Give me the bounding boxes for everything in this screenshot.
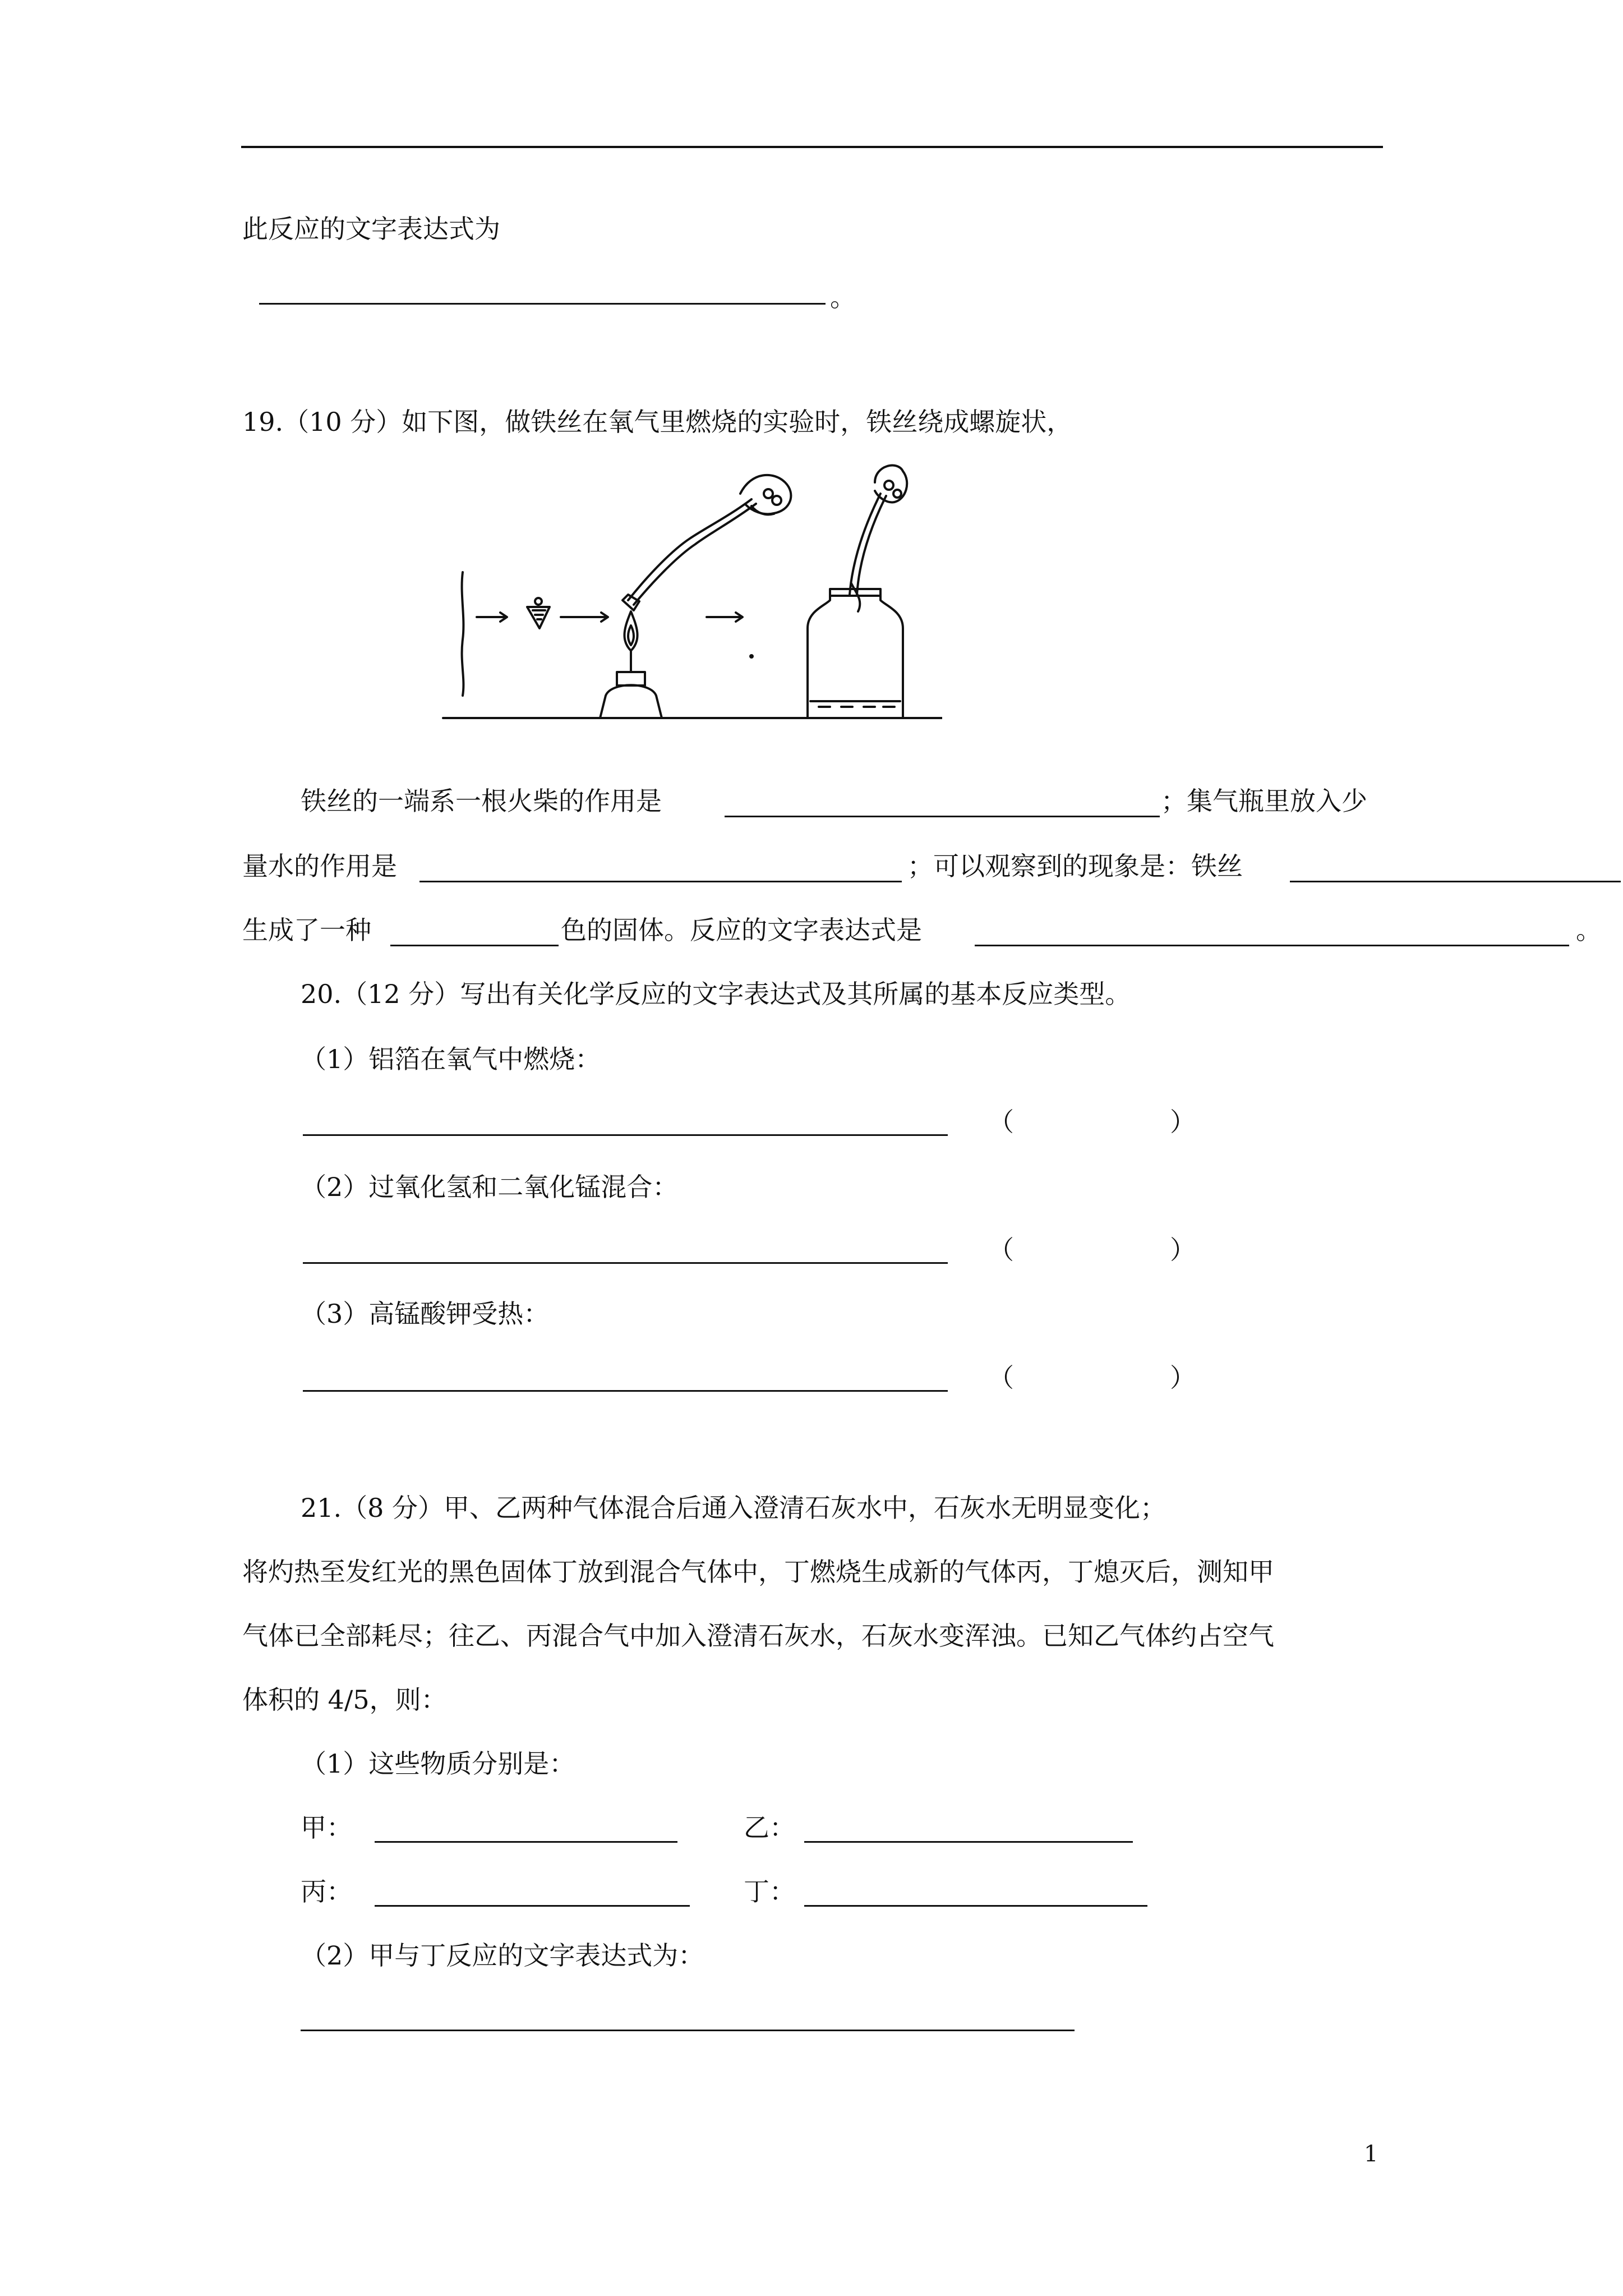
q19-water-purpose-label-b: 量水的作用是	[242, 851, 397, 881]
q19-observation-label: ；可以观察到的现象是：铁丝	[907, 851, 1243, 881]
q20-paren-open-3: （	[988, 1363, 1014, 1393]
q21-sub-2: （2）甲与丁反应的文字表达式为：	[301, 1940, 704, 1971]
q20-paren-open-1: （	[988, 1107, 1014, 1137]
header-rule	[241, 146, 1383, 148]
q21-blank-expression[interactable]	[301, 2030, 1075, 2031]
iron-wire-combustion-figure	[437, 460, 942, 729]
q21-line-2: 将灼热至发红光的黑色固体丁放到混合气体中，丁燃烧生成新的气体丙，丁熄灭后，测知甲	[242, 1557, 1274, 1587]
q19-blank-match[interactable]	[725, 816, 1160, 817]
q21-blank-yi[interactable]	[804, 1841, 1133, 1843]
q20-blank-2[interactable]	[303, 1262, 948, 1264]
q19-blank-expression[interactable]	[975, 945, 1569, 946]
q19-blank-observation[interactable]	[1290, 881, 1621, 882]
q20-heading: 20.（12 分）写出有关化学反应的文字表达式及其所属的基本反应类型。	[301, 979, 1131, 1009]
q21-blank-bing[interactable]	[375, 1905, 690, 1907]
q20-paren-close-3: ）	[1170, 1363, 1196, 1393]
q20-blank-3[interactable]	[303, 1390, 948, 1392]
q21-bing-label: 丙：	[301, 1876, 352, 1907]
q21-yi-label: 乙：	[744, 1812, 795, 1843]
q21-blank-ding[interactable]	[804, 1905, 1147, 1907]
q19-blank-water[interactable]	[419, 881, 902, 882]
q21-blank-jia[interactable]	[375, 1841, 677, 1843]
q20-item-3: （3）高锰酸钾受热：	[301, 1299, 550, 1329]
page-number: 1	[1364, 2141, 1378, 2167]
q20-item-2: （2）过氧化氢和二氧化锰混合：	[301, 1172, 679, 1202]
q19-solid-label: 生成了一种	[242, 915, 371, 945]
period-mark: 。	[830, 282, 856, 312]
reaction-expression-label: 此反应的文字表达式为	[242, 214, 500, 244]
q20-item-1: （1）铝箔在氧气中燃烧：	[301, 1044, 601, 1074]
q21-line-1: 21.（8 分）甲、乙两种气体混合后通入澄清石灰水中，石灰水无明显变化；	[301, 1493, 1166, 1523]
answer-blank-top[interactable]	[259, 303, 826, 305]
q19-water-purpose-label-a: ；集气瓶里放入少	[1161, 786, 1367, 816]
q19-blank-color[interactable]	[390, 945, 559, 946]
q19-expression-label: 色的固体。反应的文字表达式是	[561, 915, 922, 945]
q20-paren-close-1: ）	[1170, 1107, 1196, 1137]
q21-ding-label: 丁：	[744, 1876, 795, 1907]
q20-paren-open-2: （	[988, 1235, 1014, 1265]
q19-heading: 19.（10 分）如下图，做铁丝在氧气里燃烧的实验时，铁丝绕成螺旋状，	[242, 407, 1073, 437]
q20-paren-close-2: ）	[1170, 1235, 1196, 1265]
q21-line-4: 体积的 4/5，则：	[242, 1685, 447, 1715]
q19-end-period: 。	[1576, 915, 1602, 945]
q20-blank-1[interactable]	[303, 1134, 948, 1136]
q21-sub-1: （1）这些物质分别是：	[301, 1749, 575, 1779]
q19-match-purpose-label: 铁丝的一端系一根火柴的作用是	[301, 786, 662, 816]
q21-jia-label: 甲：	[301, 1812, 352, 1843]
q21-line-3: 气体已全部耗尽；往乙、丙混合气中加入澄清石灰水，石灰水变浑浊。已知乙气体约占空气	[242, 1621, 1274, 1651]
